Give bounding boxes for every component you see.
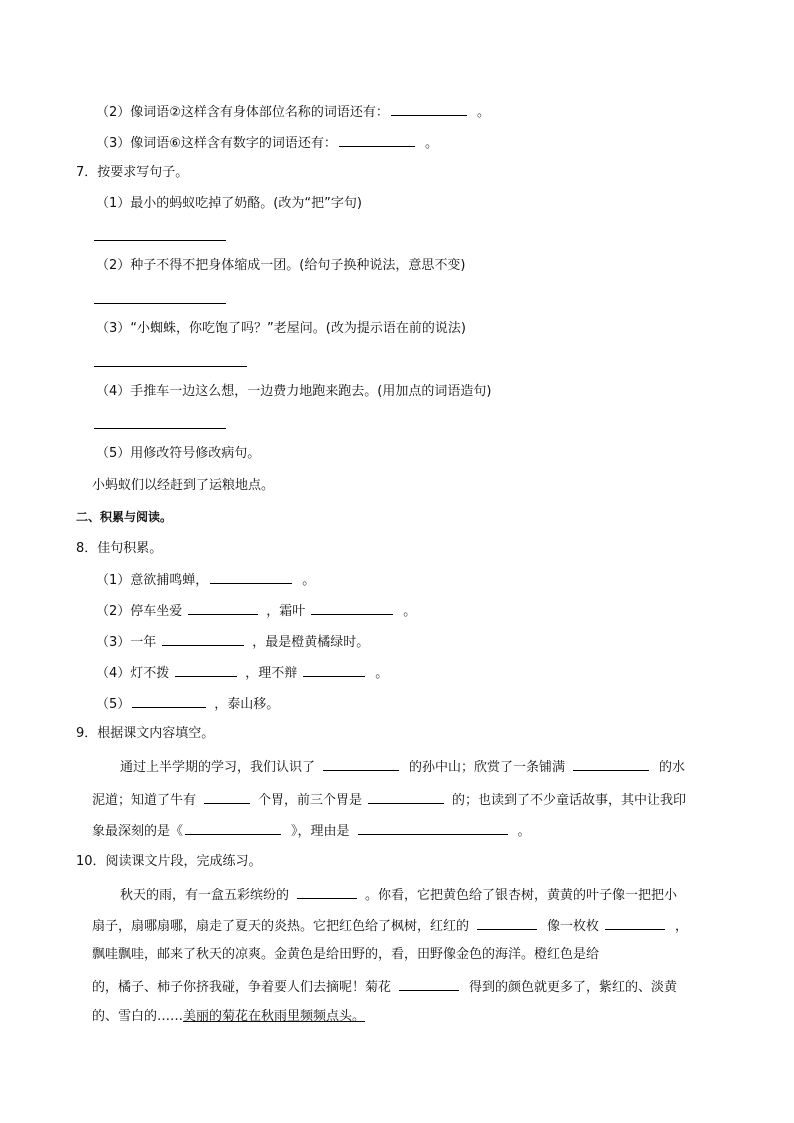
q8-s5-text: （5） xyxy=(96,697,131,712)
q9-line-3 xyxy=(92,820,531,840)
q8-s1-blank[interactable] xyxy=(210,569,292,584)
q8-s2-blank-1[interactable] xyxy=(188,600,258,615)
q8-s2-mid: ，霜叶 xyxy=(266,604,306,619)
q9-line-2 xyxy=(92,789,686,809)
q10-blank-4[interactable] xyxy=(399,976,459,991)
q7-s5-sentence: 小蚂蚁们以经赶到了运粮地点。 xyxy=(92,478,275,493)
q10-l2-text-c: ， xyxy=(675,919,689,934)
q10-l4-text-a: 的，橘子、柿子你挤我碰，争着要人们去摘呢！菊花 xyxy=(92,980,392,995)
q7-s1: （1）最小的蚂蚁吃掉了奶酪。(改为“把”字句) xyxy=(96,196,362,211)
q7-s4: （4）手推车一边这么想，一边费力地跑来跑去。(用加点的词语造句) xyxy=(96,384,492,399)
q8-s4-blank-2[interactable] xyxy=(303,662,365,677)
q10-l2-text-a: 扇子，扇哪扇哪，扇走了夏天的炎热。它把红色给了枫树，红红的 xyxy=(92,919,470,934)
q7-s2: （2）种子不得不把身体缩成一团。(给句子换种说法，意思不变) xyxy=(96,258,466,273)
q8-s5-end: ，泰山移。 xyxy=(214,697,280,712)
q9-l3-text-b: 》，理由是 xyxy=(291,824,350,839)
q6-s2-text: （2）像词语②这样含有身体部位名称的词语还有： xyxy=(96,105,389,120)
q8-s2-blank-2[interactable] xyxy=(311,600,393,615)
q10-l1-text-a: 秋天的雨，有一盒五彩缤纷的 xyxy=(120,888,290,903)
q10-title: 10．阅读课文片段，完成练习。 xyxy=(76,854,262,869)
q9-blank-1[interactable] xyxy=(323,756,399,771)
q7-s4-answer-line[interactable] xyxy=(94,428,226,429)
q9-l3-text-c: 。 xyxy=(517,824,531,839)
q8-s5-blank[interactable] xyxy=(132,693,206,708)
q10-line-1 xyxy=(120,884,677,904)
q10-blank-2[interactable] xyxy=(477,915,537,930)
q9-blank-3[interactable] xyxy=(204,789,250,804)
q6-sub-3 xyxy=(96,132,438,152)
q10-underlined-sentence: 美丽的菊花在秋雨里频频点头。 xyxy=(183,1009,366,1024)
q8-s2-end: 。 xyxy=(403,604,417,619)
q9-blank-4[interactable] xyxy=(368,789,444,804)
q8-s2-text: （2）停车坐爱 xyxy=(96,604,183,619)
q9-title: 9．根据课文内容填空。 xyxy=(76,726,215,741)
q8-s4-text: （4）灯不拨 xyxy=(96,666,170,681)
q6-s2-end: 。 xyxy=(476,105,490,120)
q10-line-4 xyxy=(92,976,677,996)
q7-s1-answer-line[interactable] xyxy=(94,240,226,241)
q6-s2-blank[interactable] xyxy=(391,101,467,116)
q9-blank-2[interactable] xyxy=(573,756,649,771)
q9-l2-text-c: 的；也读到了不少童话故事，其中让我印 xyxy=(452,793,687,808)
q10-l1-text-b: 。你看，它把黄色给了银杏树，黄黄的叶子像一把把小 xyxy=(365,888,678,903)
q10-line-2 xyxy=(92,915,688,935)
q10-line-3: 飘哇飘哇，邮来了秋天的凉爽。金黄色是给田野的，看，田野像金色的海洋。橙红色是给 xyxy=(92,947,600,962)
q7-title: 7．按要求写句子。 xyxy=(76,165,189,180)
section-2-heading: 二、积累与阅读。 xyxy=(76,510,173,524)
q10-l4-text-b: 得到的颜色就更多了，紫红的、淡黄 xyxy=(469,980,678,995)
q10-line-5 xyxy=(92,1007,365,1027)
q9-l1-text-b: 的孙中山；欣赏了一条铺满 xyxy=(409,760,566,775)
q6-sub-2 xyxy=(96,101,490,121)
q10-l5-text-a: 的、雪白的…… xyxy=(92,1009,184,1024)
q8-s4-mid: ，理不辩 xyxy=(245,666,298,681)
q8-s2 xyxy=(96,600,416,620)
q8-s3-end: ，最是橙黄橘绿时。 xyxy=(252,635,370,650)
q9-l1-text-c: 的水 xyxy=(659,760,686,775)
q9-l3-text-a: 象最深刻的是《 xyxy=(92,824,184,839)
q9-blank-5[interactable] xyxy=(185,820,281,835)
q8-s5 xyxy=(96,693,279,713)
q8-s1-text: （1）意欲捕鸣蝉， xyxy=(96,573,209,588)
q9-blank-6[interactable] xyxy=(358,820,508,835)
q8-s4-end: 。 xyxy=(375,666,389,681)
q10-l2-text-b: 像一枚枚 xyxy=(547,919,600,934)
q8-title: 8．佳句积累。 xyxy=(76,541,163,556)
q8-s4 xyxy=(96,662,388,682)
q9-l1-text-a: 通过上半学期的学习，我们认识了 xyxy=(120,760,316,775)
q8-s3-blank[interactable] xyxy=(162,631,244,646)
q9-l2-text-b: 个胃，前三个胃是 xyxy=(258,793,363,808)
q8-s1-end: 。 xyxy=(302,573,316,588)
q9-line-1 xyxy=(120,756,685,776)
q8-s4-blank-1[interactable] xyxy=(175,662,237,677)
q7-s5: （5）用修改符号修改病句。 xyxy=(96,446,261,461)
q9-l2-text-a: 泥道；知道了牛有 xyxy=(92,793,197,808)
q6-s3-blank[interactable] xyxy=(339,132,415,147)
q7-s3-answer-line[interactable] xyxy=(94,366,247,367)
q10-blank-1[interactable] xyxy=(297,884,357,899)
q6-s3-end: 。 xyxy=(424,136,438,151)
q8-s1 xyxy=(96,569,315,589)
q10-blank-3[interactable] xyxy=(605,915,665,930)
q8-s3 xyxy=(96,631,369,651)
q8-s3-text: （3）一年 xyxy=(96,635,157,650)
q7-s2-answer-line[interactable] xyxy=(94,303,226,304)
q6-s3-text: （3）像词语⑥这样含有数字的词语还有： xyxy=(96,136,337,151)
q7-s3: （3）“小蜘蛛，你吃饱了吗？”老屋问。(改为提示语在前的说法) xyxy=(96,321,466,336)
